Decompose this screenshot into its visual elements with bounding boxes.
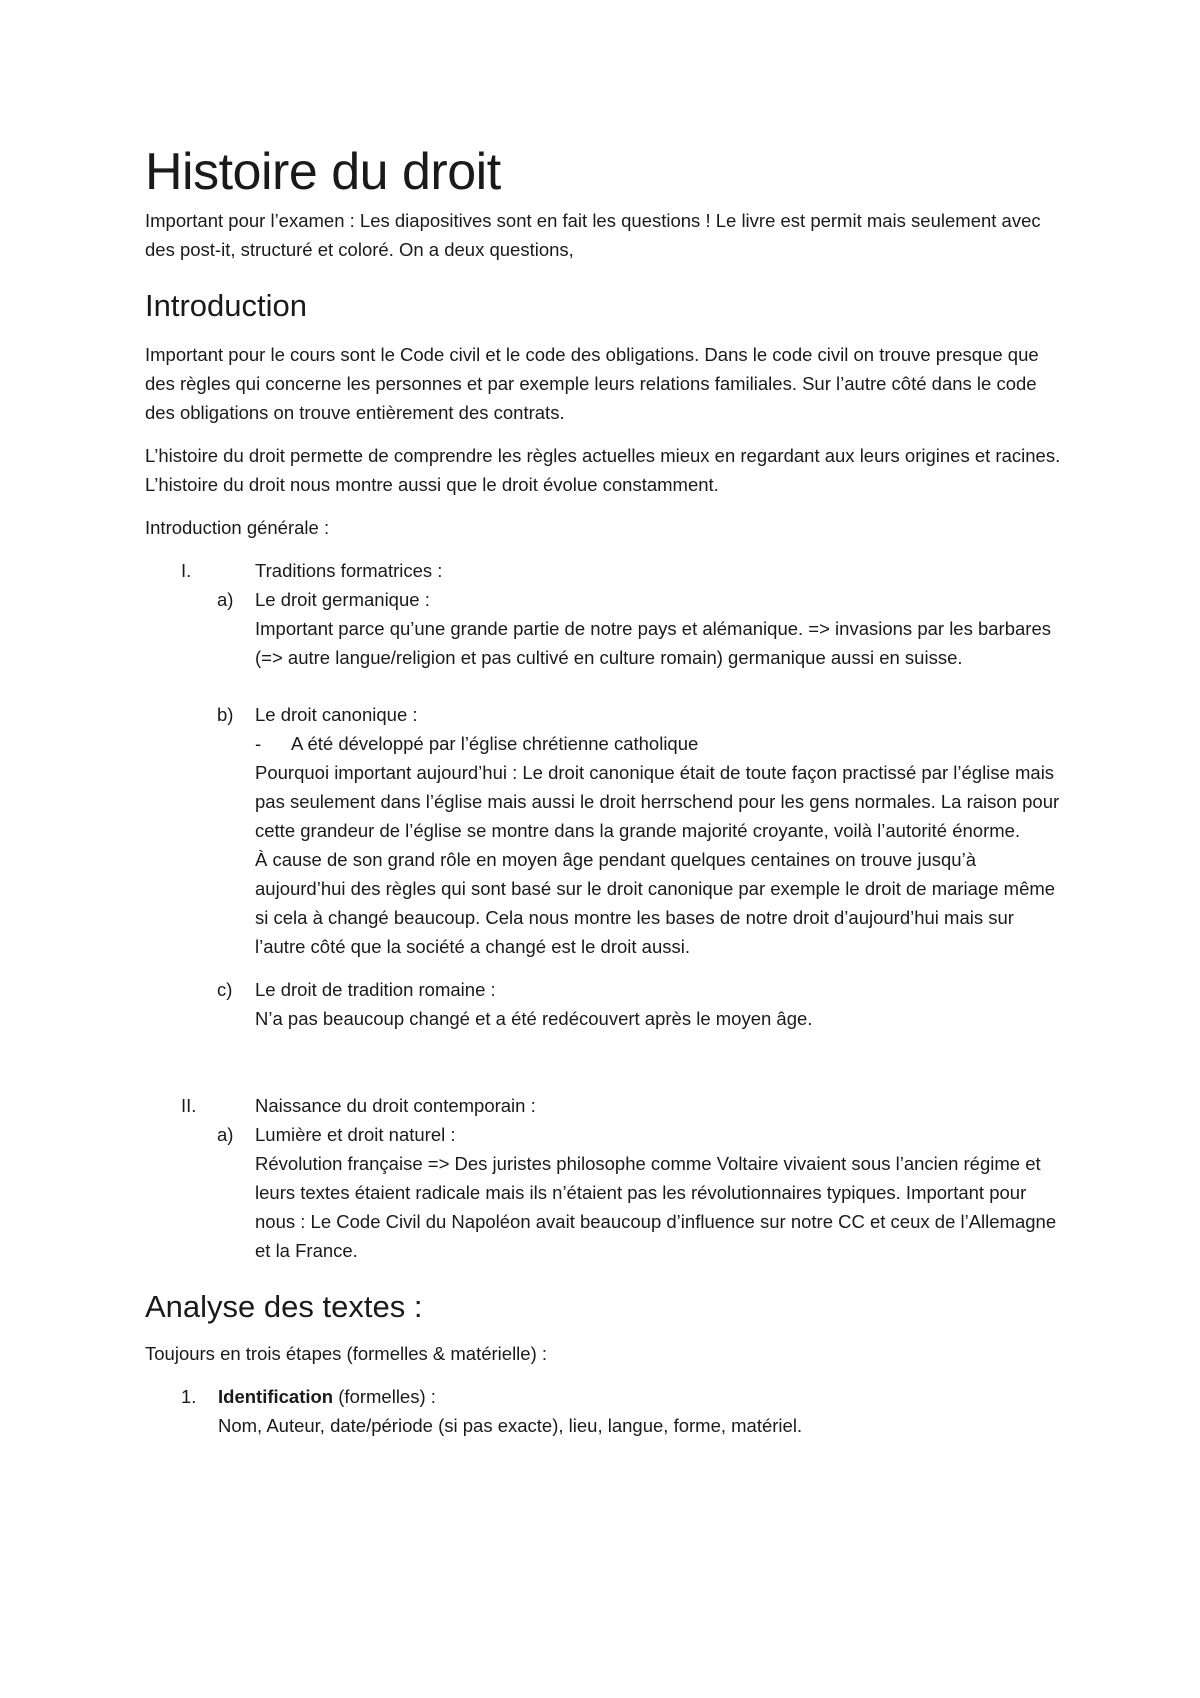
section-1a [145,585,1065,672]
analyse-item-1-bold: Identification [218,1386,334,1407]
list-marker: II. [181,1095,197,1116]
section-2 [145,1091,1065,1265]
list-marker: a) [217,589,234,610]
section-1c-label: Le droit de tradition romaine : [255,979,496,1000]
list-marker: 1. [181,1386,197,1407]
section-2a-text: Révolution française => Des juristes philosophe comme Voltaire vivaient sous l’ancien régime et leurs textes étaient radicale mais ils n’étaient pas les révolutionnaires typiques. Important pour nous : Le Code Civil du Napoléon avait beaucoup d’influence sur notre CC et ceux de l’Allemagne et la France. [255,1153,1057,1261]
list-marker: c) [217,979,233,1000]
section-1c-text: N’a pas beaucoup changé et a été redécouvert après le moyen âge. [255,1008,813,1029]
analyse-item-1-text: Nom, Auteur, date/période (si pas exacte), lieu, langue, forme, matériel. [218,1415,803,1436]
section-2a-label: Lumière et droit naturel : [255,1124,456,1145]
intro-paragraph-1: Important pour le cours sont le Code civil et le code des obligations. Dans le code civil on trouve presque que des règles qui concerne les personnes et par exemple leurs relations familiales. Sur l’autre côté dans le code des obligations on trouve entièrement des contrats. [145,344,1039,423]
general-intro-label: Introduction générale : [145,517,330,538]
section-1a-text: Important parce qu’une grande partie de notre pays et alémanique. => invasions par les barbares (=> autre langue/religion et pas cultivé en culture romain) germanique aussi en suisse. [255,618,1051,668]
section-1a-label: Le droit germanique : [255,589,430,610]
page-title: Histoire du droit [145,143,501,201]
analyse-item-1-label-rest: (formelles) : [333,1386,436,1407]
list-marker: b) [217,704,234,725]
heading-introduction: Introduction [145,288,307,323]
analyse-intro: Toujours en trois étapes (formelles & matérielle) : [145,1343,548,1364]
intro-paragraph-2: L’histoire du droit permette de comprendre les règles actuelles mieux en regardant aux leurs origines et racines. L’histoire du droit nous montre aussi que le droit évolue constamment. [145,445,1061,495]
section-1b-label: Le droit canonique : [255,704,418,725]
section-1b-bullet-text: A été développé par l’église chrétienne catholique [291,733,699,754]
list-marker: I. [181,560,192,581]
section-1b [145,700,1065,729]
analyse-item-1 [145,1382,1065,1440]
section-2a [145,1120,1065,1265]
section-2-label: Naissance du droit contemporain : [255,1095,536,1116]
exam-note: Important pour l’examen : Les diapositives sont en fait les questions ! Le livre est permit mais seulement avec des post-it, structuré et coloré. On a deux questions, [145,210,1041,260]
section-1c [145,975,1065,1033]
list-marker: a) [217,1124,234,1145]
section-1b-paragraph-2: À cause de son grand rôle en moyen âge pendant quelques centaines on trouve jusqu’à aujourd’hui des règles qui sont basé sur le droit canonique par exemple le droit de mariage même si cela à changé beaucoup. Cela nous montre les bases de notre droit d’aujourd’hui mais sur l’autre côté que la société a changé est le droit aussi. [255,849,1056,957]
section-1b-paragraph-1: Pourquoi important aujourd’hui : Le droit canonique était de toute façon practissé par l’église mais pas seulement dans l’église mais aussi le droit herrschend pour les gens normales. La raison pour cette grandeur de l’église se montre dans la grande majorité croyante, voilà l’autorité énorme. [255,762,1060,841]
section-2-heading [145,1091,1065,1120]
section-1 [145,556,1065,1033]
section-1b-bullet [145,729,1065,758]
analyse-item-1-label [218,1382,1065,1411]
dash-marker: - [255,733,262,754]
section-1-heading [145,556,1065,585]
section-1-label: Traditions formatrices : [255,560,443,581]
heading-analyse: Analyse des textes : [145,1289,423,1324]
analyse-list [145,1382,1065,1440]
document-page [145,140,1065,1440]
